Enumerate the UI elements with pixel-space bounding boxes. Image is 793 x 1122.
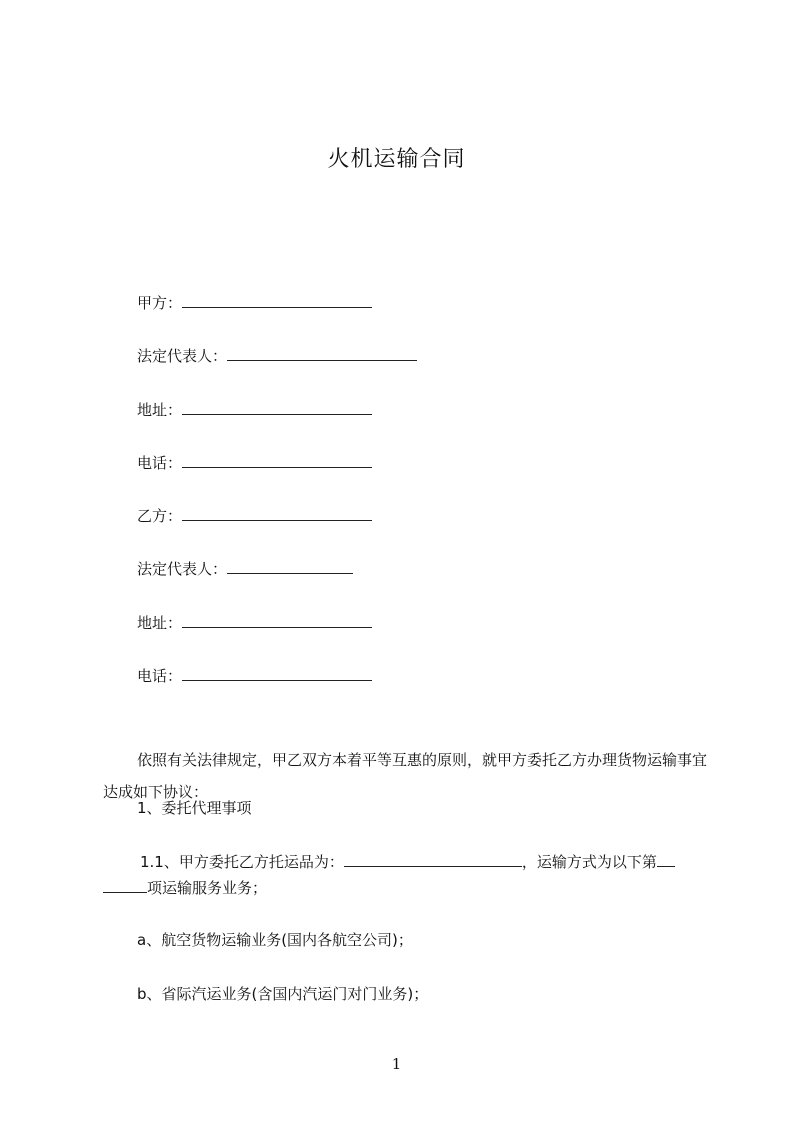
intro-text: 依照有关法律规定，甲乙双方本着平等互惠的原则，就甲方委托乙方办理货物运输事宜达成如下协议： (103, 751, 708, 801)
party-a-line (137, 292, 372, 313)
goods-blank[interactable] (344, 851, 522, 867)
method-blank-part1[interactable] (657, 851, 675, 867)
party-a-label: 甲方： (137, 294, 183, 312)
party-a-address-line (137, 399, 372, 420)
party-a-phone-label: 电话： (137, 454, 183, 472)
clause-1-1-text-b: ，运输方式为以下第 (521, 853, 657, 871)
clause-1-1-text-c: 项运输服务业务； (147, 879, 268, 897)
clause-1-1-text-a: 1.1、甲方委托乙方托运品为： (140, 853, 344, 871)
party-b-address-label: 地址： (137, 614, 183, 632)
party-b-label: 乙方： (137, 507, 183, 525)
party-b-address-line (137, 612, 372, 633)
party-a-rep-blank[interactable] (227, 345, 417, 361)
method-blank-part2[interactable] (103, 877, 147, 893)
document-title: 火机运输合同 (327, 147, 466, 172)
party-b-phone-line (137, 665, 372, 686)
party-b-rep-line (137, 558, 353, 579)
party-b-rep-blank[interactable] (227, 558, 353, 574)
party-a-blank[interactable] (182, 292, 372, 308)
page-number: 1 (391, 1055, 402, 1073)
party-a-rep-label: 法定代表人： (137, 347, 228, 365)
party-b-phone-label: 电话： (137, 667, 183, 685)
party-b-address-blank[interactable] (182, 612, 372, 628)
party-b-line (137, 505, 372, 526)
party-a-address-blank[interactable] (182, 399, 372, 415)
party-a-rep-line (137, 345, 417, 366)
item-b: b、省际汽运业务(含国内汽运门对门业务)； (137, 985, 429, 1003)
party-a-address-label: 地址： (137, 401, 183, 419)
party-b-phone-blank[interactable] (182, 665, 372, 681)
party-a-phone-line (137, 452, 372, 473)
item-a: a、航空货物运输业务(国内各航空公司)； (137, 931, 413, 949)
clause-1-1-line1 (140, 851, 675, 872)
party-b-rep-label: 法定代表人： (137, 560, 228, 578)
party-b-blank[interactable] (182, 505, 372, 521)
section1-heading: 1、委托代理事项 (137, 799, 252, 817)
intro-paragraph (103, 712, 708, 808)
clause-1-1-line2 (103, 877, 267, 898)
party-a-phone-blank[interactable] (182, 452, 372, 468)
